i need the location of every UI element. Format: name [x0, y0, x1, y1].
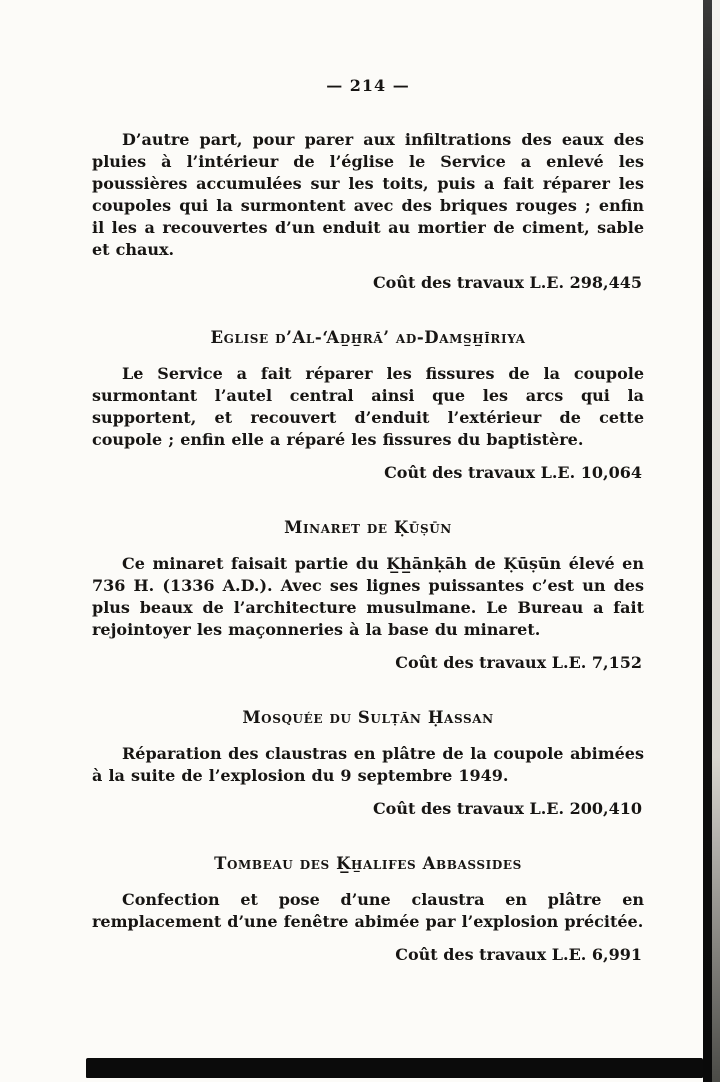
section — [92, 129, 644, 292]
section — [92, 708, 644, 818]
section-heading: Eglise d’Al-‘Ad̲h̲rā’ ad-Dams̲h̲īriya — [210, 328, 526, 347]
section — [92, 518, 644, 672]
section-heading: Tombeau des K̲h̲alifes Abbassides — [214, 854, 522, 873]
paragraph: Réparation des claustras en plâtre de la coupole abimées à la suite de l’explosion du 9 septembre 1949. — [92, 744, 644, 785]
paragraph: D’autre part, pour parer aux infiltrations des eaux des pluies à l’intérieur de l’église le Service a enlevé les poussières accumulées sur les toits, puis a fait réparer les coupoles qui la surmontent avec des briques rouges ; enfin il les a recouvertes d’un enduit au mortier de ciment, sable et chaux. — [92, 130, 644, 259]
section — [92, 328, 644, 482]
section-heading: Mosquée du Sulṭān Ḥassan — [242, 708, 494, 727]
cost-line: Coût des travaux L.E. 298,445 — [372, 273, 642, 292]
page-number: — 214 — — [326, 76, 410, 95]
scan-artifact-right-strip — [703, 0, 712, 1082]
cost-line: Coût des travaux L.E. 10,064 — [384, 463, 642, 482]
cost-line: Coût des travaux L.E. 200,410 — [372, 799, 642, 818]
page-content — [92, 76, 644, 972]
section-heading: Minaret de Ḳūṣūn — [284, 518, 452, 537]
paragraph: Ce minaret faisait partie du K̲h̲ānḳāh de Ḳūṣūn élevé en 736 H. (1336 A.D.). Avec ses lignes puissantes c’est un des plus beaux de l’architecture musulmane. Le Bureau a fait rejointoyer les maçonneries à la base du minaret. — [92, 554, 644, 639]
section — [92, 854, 644, 964]
scan-page-edge — [712, 0, 720, 1082]
cost-line: Coût des travaux L.E. 6,991 — [395, 945, 642, 964]
paragraph: Le Service a fait réparer les fissures de la coupole surmontant l’autel central ainsi que les arcs qui la supportent, et recouvert d’enduit l’extérieur de cette coupole ; enfin elle a réparé les fissures du baptistère. — [92, 364, 644, 449]
paragraph: Confection et pose d’une claustra en plâtre en remplacement d’une fenêtre abimée par l’explosion précitée. — [92, 890, 644, 931]
cost-line: Coût des travaux L.E. 7,152 — [395, 653, 642, 672]
scan-artifact-bottom-bar — [86, 1058, 703, 1078]
